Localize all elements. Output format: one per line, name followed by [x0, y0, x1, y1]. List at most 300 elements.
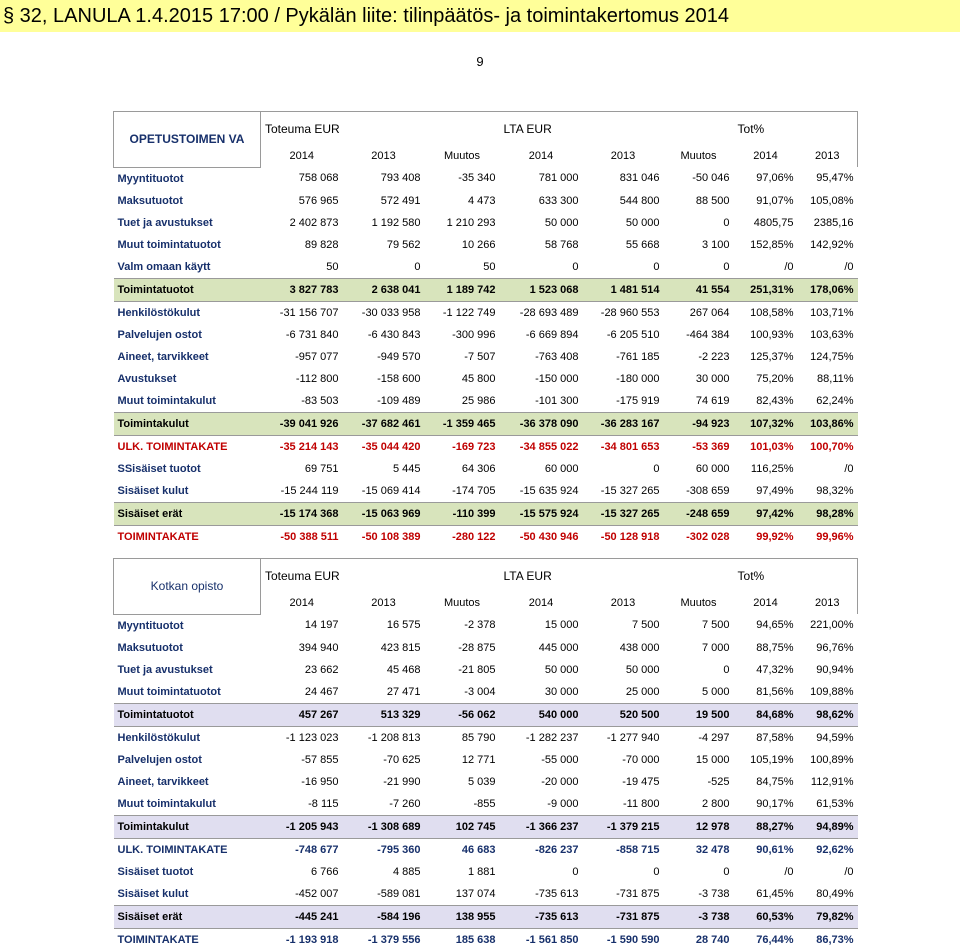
- table-cell: 94,65%: [756, 619, 794, 632]
- table-cell: 831 046: [619, 172, 660, 185]
- table-cell: -589 081: [377, 887, 421, 900]
- year-header: Muutos: [680, 597, 717, 609]
- table-cell: 79,82%: [798, 905, 858, 928]
- table-cell: 103,86%: [798, 412, 858, 435]
- table-cell: 3 100: [702, 238, 730, 251]
- table-cell: 97,06%: [756, 172, 794, 185]
- table-cell: -50 128 918: [600, 530, 660, 543]
- table-cell: 1 881: [467, 865, 496, 878]
- group-lta: LTA EUR: [500, 112, 734, 146]
- table-cell: 107,32%: [734, 412, 798, 435]
- table-cell: -1 590 590: [606, 933, 660, 946]
- table-row: [114, 212, 858, 234]
- table-cell: 0: [572, 260, 579, 273]
- table-cell: 103,63%: [810, 328, 854, 341]
- table-cell: -70 625: [383, 753, 421, 766]
- table-cell: 12 771: [461, 753, 496, 766]
- table-cell: -174 705: [452, 484, 496, 497]
- table-cell: 50 000: [544, 663, 579, 676]
- table-cell: /0: [844, 462, 854, 475]
- year-header: 2014: [753, 597, 778, 609]
- table-cell: -2 223: [698, 350, 730, 363]
- table-row: [114, 637, 858, 659]
- table-cell: 94,89%: [798, 815, 858, 838]
- table-cell: 86,73%: [816, 933, 854, 946]
- table-cell: 88,11%: [817, 372, 854, 385]
- year-header: 2014: [528, 150, 554, 162]
- table-cell: -21 990: [383, 775, 421, 788]
- year-header: 2013: [798, 592, 858, 614]
- table-cell: /0: [844, 260, 854, 273]
- row-label: Henkilöstökulut: [117, 731, 201, 744]
- table-cell: -1 379 215: [583, 815, 664, 838]
- table-cell: -15 244 119: [280, 484, 339, 497]
- table-cell: 95,47%: [816, 172, 854, 185]
- table-cell: 5 445: [392, 462, 421, 475]
- table-cell: -735 613: [500, 905, 583, 928]
- table-cell: 46 683: [461, 843, 496, 856]
- year-header: Muutos: [443, 150, 481, 162]
- row-label: Aineet, tarvikkeet: [117, 350, 209, 363]
- table-cell: -731 875: [616, 887, 660, 900]
- table-row: [114, 726, 858, 749]
- table-cell: 50: [326, 260, 339, 273]
- year-header: 2014: [289, 597, 314, 609]
- table-cell: -826 237: [535, 843, 579, 856]
- table-cell: 1 481 514: [583, 278, 664, 301]
- table-cell: -15 327 265: [583, 502, 664, 525]
- table-row: [114, 861, 858, 883]
- table-cell: 84,68%: [734, 703, 798, 726]
- table-cell: -35 044 420: [361, 440, 421, 453]
- table-cell: -795 360: [377, 843, 421, 856]
- year-header: 2013: [798, 145, 858, 167]
- table-cell: 2 800: [702, 797, 730, 810]
- table-cell: 60 000: [695, 462, 730, 475]
- table-cell: 55 668: [625, 238, 660, 251]
- table-cell: -35 214 143: [279, 440, 339, 453]
- table-cell: 105,08%: [810, 194, 854, 207]
- row-label: Aineet, tarvikkeet: [117, 775, 209, 788]
- table-cell: -28 693 489: [519, 306, 579, 319]
- year-header: 2013: [371, 597, 396, 609]
- table-cell: 82,43%: [756, 394, 794, 407]
- row-label: ULK. TOIMINTAKATE: [117, 843, 228, 856]
- table-cell: -175 919: [616, 394, 660, 407]
- table-cell: 100,89%: [810, 753, 854, 766]
- year-header: 2013: [371, 150, 396, 162]
- table-cell: 45 800: [461, 372, 496, 385]
- table-cell: 84,75%: [756, 775, 794, 788]
- table-cell: /0: [784, 865, 794, 878]
- table-cell: 0: [723, 865, 730, 878]
- row-label: Toimintakulut: [114, 412, 261, 435]
- table-cell: -110 399: [425, 502, 500, 525]
- table-cell: 50: [483, 260, 496, 273]
- table-cell: -53 369: [692, 440, 730, 453]
- table-cell: 62,24%: [816, 394, 854, 407]
- table-cell: -9 000: [547, 797, 579, 810]
- table-cell: -30 033 958: [361, 306, 421, 319]
- table-cell: 74 619: [695, 394, 730, 407]
- table-cell: -36 283 167: [583, 412, 664, 435]
- group-toteuma: Toteuma EUR: [261, 112, 500, 146]
- table-cell: 88 500: [695, 194, 730, 207]
- table-cell: 23 662: [304, 663, 339, 676]
- table-cell: 90,17%: [756, 797, 794, 810]
- table-cell: 185 638: [455, 933, 496, 946]
- table-cell: 58 768: [544, 238, 579, 251]
- table-cell: 76,44%: [756, 933, 794, 946]
- table-cell: 30 000: [544, 685, 579, 698]
- group-tot: Tot%: [734, 112, 858, 146]
- table-cell: 41 554: [664, 278, 734, 301]
- table-cell: -56 062: [425, 703, 500, 726]
- table-row: [114, 412, 858, 435]
- table-row: [114, 256, 858, 279]
- table-cell: -1 379 556: [367, 933, 421, 946]
- table-cell: -6 430 843: [367, 328, 421, 341]
- group-toteuma: Toteuma EUR: [261, 559, 500, 593]
- table-cell: 50 000: [625, 216, 660, 229]
- table-cell: 793 408: [380, 172, 421, 185]
- table-cell: 98,62%: [798, 703, 858, 726]
- table-cell: 138 955: [425, 905, 500, 928]
- table-cell: -15 575 924: [500, 502, 583, 525]
- table-cell: 64 306: [461, 462, 496, 475]
- table-cell: 4 473: [467, 194, 496, 207]
- table-cell: 251,31%: [734, 278, 798, 301]
- table-cell: 2 638 041: [343, 278, 425, 301]
- table-row: [114, 659, 858, 681]
- table-cell: 15 000: [695, 753, 730, 766]
- table-cell: 98,28%: [798, 502, 858, 525]
- table-cell: 88,27%: [734, 815, 798, 838]
- row-label: Muut toimintatuotot: [117, 685, 221, 698]
- table-cell: -855: [473, 797, 496, 810]
- header-title: § 32, LANULA 1.4.2015 17:00 / Pykälän liite: tilinpäätös- ja toimintakertomus 2014: [3, 5, 729, 27]
- row-label: Toimintakulut: [114, 815, 261, 838]
- table-cell: 28 740: [695, 933, 730, 946]
- table-cell: 99,92%: [756, 530, 794, 543]
- table-cell: 61,45%: [756, 887, 794, 900]
- table-row: [114, 883, 858, 906]
- row-label: Henkilöstökulut: [117, 306, 201, 319]
- row-label: Maksutuotot: [117, 194, 183, 207]
- table-cell: 152,85%: [750, 238, 794, 251]
- table-cell: 96,76%: [816, 641, 854, 654]
- table-cell: -1 122 749: [442, 306, 496, 319]
- table-row: [114, 703, 858, 726]
- table-cell: -1 282 237: [525, 731, 579, 744]
- table-cell: -109 489: [377, 394, 421, 407]
- table-cell: 25 000: [625, 685, 660, 698]
- table-cell: /0: [784, 260, 794, 273]
- table-cell: 457 267: [261, 703, 343, 726]
- year-header: 2014: [528, 597, 554, 609]
- table-row: [114, 502, 858, 525]
- table-cell: 105,19%: [750, 753, 794, 766]
- table-row: [114, 390, 858, 413]
- row-label: Muut toimintakulut: [117, 797, 216, 810]
- table-cell: 99,96%: [816, 530, 854, 543]
- table-cell: 80,49%: [816, 887, 854, 900]
- table-row: [114, 905, 858, 928]
- table-cell: -15 069 414: [361, 484, 421, 497]
- table-cell: 445 000: [538, 641, 579, 654]
- table-cell: 5 000: [702, 685, 730, 698]
- group-lta: LTA EUR: [500, 559, 734, 593]
- table-cell: -150 000: [535, 372, 579, 385]
- table-cell: 14 197: [304, 619, 339, 632]
- table-cell: 109,88%: [810, 685, 854, 698]
- table-cell: 5 039: [467, 775, 496, 788]
- table-cell: 24 467: [304, 685, 339, 698]
- table-cell: -28 875: [458, 641, 496, 654]
- table-cell: 0: [723, 216, 730, 229]
- year-header: 2013: [610, 150, 636, 162]
- table-cell: 2385,16: [813, 216, 854, 229]
- table-cell: 576 965: [298, 194, 339, 207]
- group-header-row: [114, 112, 858, 146]
- table-cell: -308 659: [686, 484, 730, 497]
- table-cell: 87,58%: [756, 731, 794, 744]
- year-header: 2014: [289, 150, 314, 162]
- table-cell: 1 192 580: [371, 216, 421, 229]
- table-row: [114, 793, 858, 816]
- page-number: 9: [476, 54, 484, 69]
- table-cell: 100,93%: [750, 328, 794, 341]
- table-cell: 97,42%: [734, 502, 798, 525]
- row-label: Palvelujen ostot: [117, 753, 202, 766]
- table-cell: -15 174 368: [261, 502, 343, 525]
- table-cell: 79 562: [386, 238, 421, 251]
- table-cell: -445 241: [261, 905, 343, 928]
- table-cell: 25 986: [461, 394, 496, 407]
- table-cell: 544 800: [619, 194, 660, 207]
- table-cell: 103,71%: [810, 306, 854, 319]
- table-cell: 90,61%: [756, 843, 794, 856]
- table-cell: -3 004: [464, 685, 496, 698]
- row-label: Toimintatuotot: [114, 278, 261, 301]
- table-cell: 520 500: [583, 703, 664, 726]
- table-cell: -1 561 850: [525, 933, 579, 946]
- table-cell: -452 007: [295, 887, 339, 900]
- row-label: Sisäiset erät: [114, 905, 261, 928]
- table-row: [114, 346, 858, 368]
- table-cell: -3 738: [698, 887, 730, 900]
- table-cell: -16 950: [301, 775, 339, 788]
- table-cell: -39 041 926: [261, 412, 343, 435]
- row-label: TOIMINTAKATE: [117, 530, 199, 543]
- year-header: Muutos: [443, 597, 481, 609]
- table-cell: 6 766: [310, 865, 339, 878]
- row-label: Myyntituotot: [117, 619, 184, 632]
- table-cell: -6 669 894: [525, 328, 579, 341]
- table-cell: -57 855: [301, 753, 339, 766]
- table-cell: -11 800: [623, 797, 660, 810]
- table-row: [114, 324, 858, 346]
- table-cell: 61,53%: [816, 797, 854, 810]
- table-cell: 125,37%: [750, 350, 794, 363]
- row-label: Maksutuotot: [117, 641, 183, 654]
- table-cell: -15 635 924: [519, 484, 579, 497]
- table-cell: 1 210 293: [446, 216, 496, 229]
- table-cell: 0: [653, 260, 660, 273]
- table-row: [114, 525, 858, 548]
- kotkan-opisto-table: [113, 558, 858, 951]
- table-cell: -735 613: [535, 887, 579, 900]
- row-label: ULK. TOIMINTAKATE: [117, 440, 228, 453]
- document-header: [0, 0, 960, 32]
- table-cell: 513 329: [343, 703, 425, 726]
- table-cell: -6 205 510: [606, 328, 660, 341]
- table-row: [114, 234, 858, 256]
- table-cell: -1 277 940: [606, 731, 660, 744]
- table-cell: -525: [707, 775, 730, 788]
- table-cell: 89 828: [304, 238, 339, 251]
- table-cell: -28 960 553: [600, 306, 660, 319]
- table-row: [114, 928, 858, 951]
- group-tot: Tot%: [734, 559, 858, 593]
- table-row: [114, 435, 858, 458]
- row-label: Toimintatuotot: [114, 703, 261, 726]
- table-cell: -957 077: [295, 350, 339, 363]
- row-label: Muut toimintatuotot: [117, 238, 221, 251]
- table-cell: 124,75%: [810, 350, 854, 363]
- table-cell: 50 000: [544, 216, 579, 229]
- table-cell: -464 384: [686, 328, 730, 341]
- table-cell: 92,62%: [816, 843, 854, 856]
- table-cell: -158 600: [377, 372, 421, 385]
- table-cell: 394 940: [298, 641, 339, 654]
- table-cell: 10 266: [461, 238, 496, 251]
- table-cell: -748 677: [295, 843, 339, 856]
- table-cell: 69 751: [304, 462, 339, 475]
- table-cell: -2 378: [464, 619, 496, 632]
- table-cell: -20 000: [541, 775, 579, 788]
- table-cell: 100,70%: [810, 440, 854, 453]
- table-cell: -34 855 022: [519, 440, 579, 453]
- table-cell: -1 208 813: [367, 731, 421, 744]
- table-cell: 423 815: [380, 641, 421, 654]
- table-cell: 27 471: [386, 685, 421, 698]
- table-cell: 0: [653, 865, 660, 878]
- table-cell: 758 068: [298, 172, 339, 185]
- table-cell: 15 000: [544, 619, 579, 632]
- table-cell: 7 000: [702, 641, 730, 654]
- table-cell: -94 923: [664, 412, 734, 435]
- table-cell: 1 189 742: [425, 278, 500, 301]
- table-cell: -34 801 653: [600, 440, 660, 453]
- table-cell: -8 115: [308, 797, 339, 810]
- table-cell: 85 790: [461, 731, 496, 744]
- table-cell: 81,56%: [756, 685, 794, 698]
- table-cell: 45 468: [386, 663, 421, 676]
- row-label: SSisäiset tuotot: [117, 462, 201, 475]
- table-cell: 4 885: [392, 865, 421, 878]
- table-cell: 0: [723, 260, 730, 273]
- table-cell: -3 738: [664, 905, 734, 928]
- table-cell: 2 402 873: [289, 216, 339, 229]
- table-cell: -280 122: [452, 530, 496, 543]
- row-label: Myyntituotot: [117, 172, 184, 185]
- opetustoimi-table: [113, 111, 858, 548]
- table-cell: 19 500: [664, 703, 734, 726]
- table-cell: 0: [572, 865, 579, 878]
- table-cell: -35 340: [458, 172, 496, 185]
- table-cell: 60,53%: [734, 905, 798, 928]
- table-cell: 101,03%: [750, 440, 794, 453]
- table-cell: 3 827 783: [261, 278, 343, 301]
- table-cell: 30 000: [695, 372, 730, 385]
- table-cell: -763 408: [535, 350, 579, 363]
- table-cell: -1 366 237: [500, 815, 583, 838]
- table-cell: -300 996: [452, 328, 496, 341]
- table-title: OPETUSTOIMEN VA: [114, 112, 261, 168]
- table-cell: -55 000: [541, 753, 579, 766]
- row-label: Sisäiset tuotot: [117, 865, 194, 878]
- table-cell: -112 800: [295, 372, 339, 385]
- table-cell: -19 475: [622, 775, 660, 788]
- table-cell: -50 388 511: [280, 530, 339, 543]
- row-label: TOIMINTAKATE: [117, 933, 199, 946]
- table-row: [114, 301, 858, 324]
- row-label: Sisäiset erät: [114, 502, 261, 525]
- table-cell: -731 875: [583, 905, 664, 928]
- year-header: 2013: [610, 597, 636, 609]
- table-cell: 32 478: [695, 843, 730, 856]
- table-cell: 16 575: [386, 619, 421, 632]
- row-label: Avustukset: [117, 372, 177, 385]
- table-cell: 267 064: [689, 306, 730, 319]
- table-cell: 0: [723, 663, 730, 676]
- table-cell: 7 500: [631, 619, 660, 632]
- table-cell: -37 682 461: [343, 412, 425, 435]
- table-row: [114, 681, 858, 704]
- row-label: Muut toimintakulut: [117, 394, 216, 407]
- table-cell: 98,32%: [816, 484, 854, 497]
- table-row: [114, 614, 858, 637]
- table-cell: 137 074: [455, 887, 496, 900]
- table-cell: -858 715: [616, 843, 660, 856]
- table-cell: -50 430 946: [519, 530, 579, 543]
- table-cell: -180 000: [616, 372, 660, 385]
- table-cell: 47,32%: [756, 663, 794, 676]
- table-cell: 88,75%: [756, 641, 794, 654]
- row-label: Valm omaan käytt: [117, 260, 211, 273]
- row-label: Tuet ja avustukset: [117, 663, 213, 676]
- table-cell: 142,92%: [810, 238, 854, 251]
- table-row: [114, 838, 858, 861]
- table-cell: 221,00%: [810, 619, 854, 632]
- table-row: [114, 368, 858, 390]
- table-cell: 1 523 068: [500, 278, 583, 301]
- table-row: [114, 167, 858, 190]
- row-label: Palvelujen ostot: [117, 328, 202, 341]
- table-cell: -21 805: [458, 663, 496, 676]
- table-cell: 4805,75: [753, 216, 794, 229]
- year-header: Muutos: [680, 150, 717, 162]
- table-cell: -70 000: [622, 753, 660, 766]
- table-cell: 12 978: [664, 815, 734, 838]
- table-cell: 0: [653, 462, 660, 475]
- table-cell: -761 185: [616, 350, 660, 363]
- table-cell: 108,58%: [750, 306, 794, 319]
- table-cell: -7 507: [464, 350, 496, 363]
- table-row: [114, 190, 858, 212]
- table-cell: -4 297: [698, 731, 730, 744]
